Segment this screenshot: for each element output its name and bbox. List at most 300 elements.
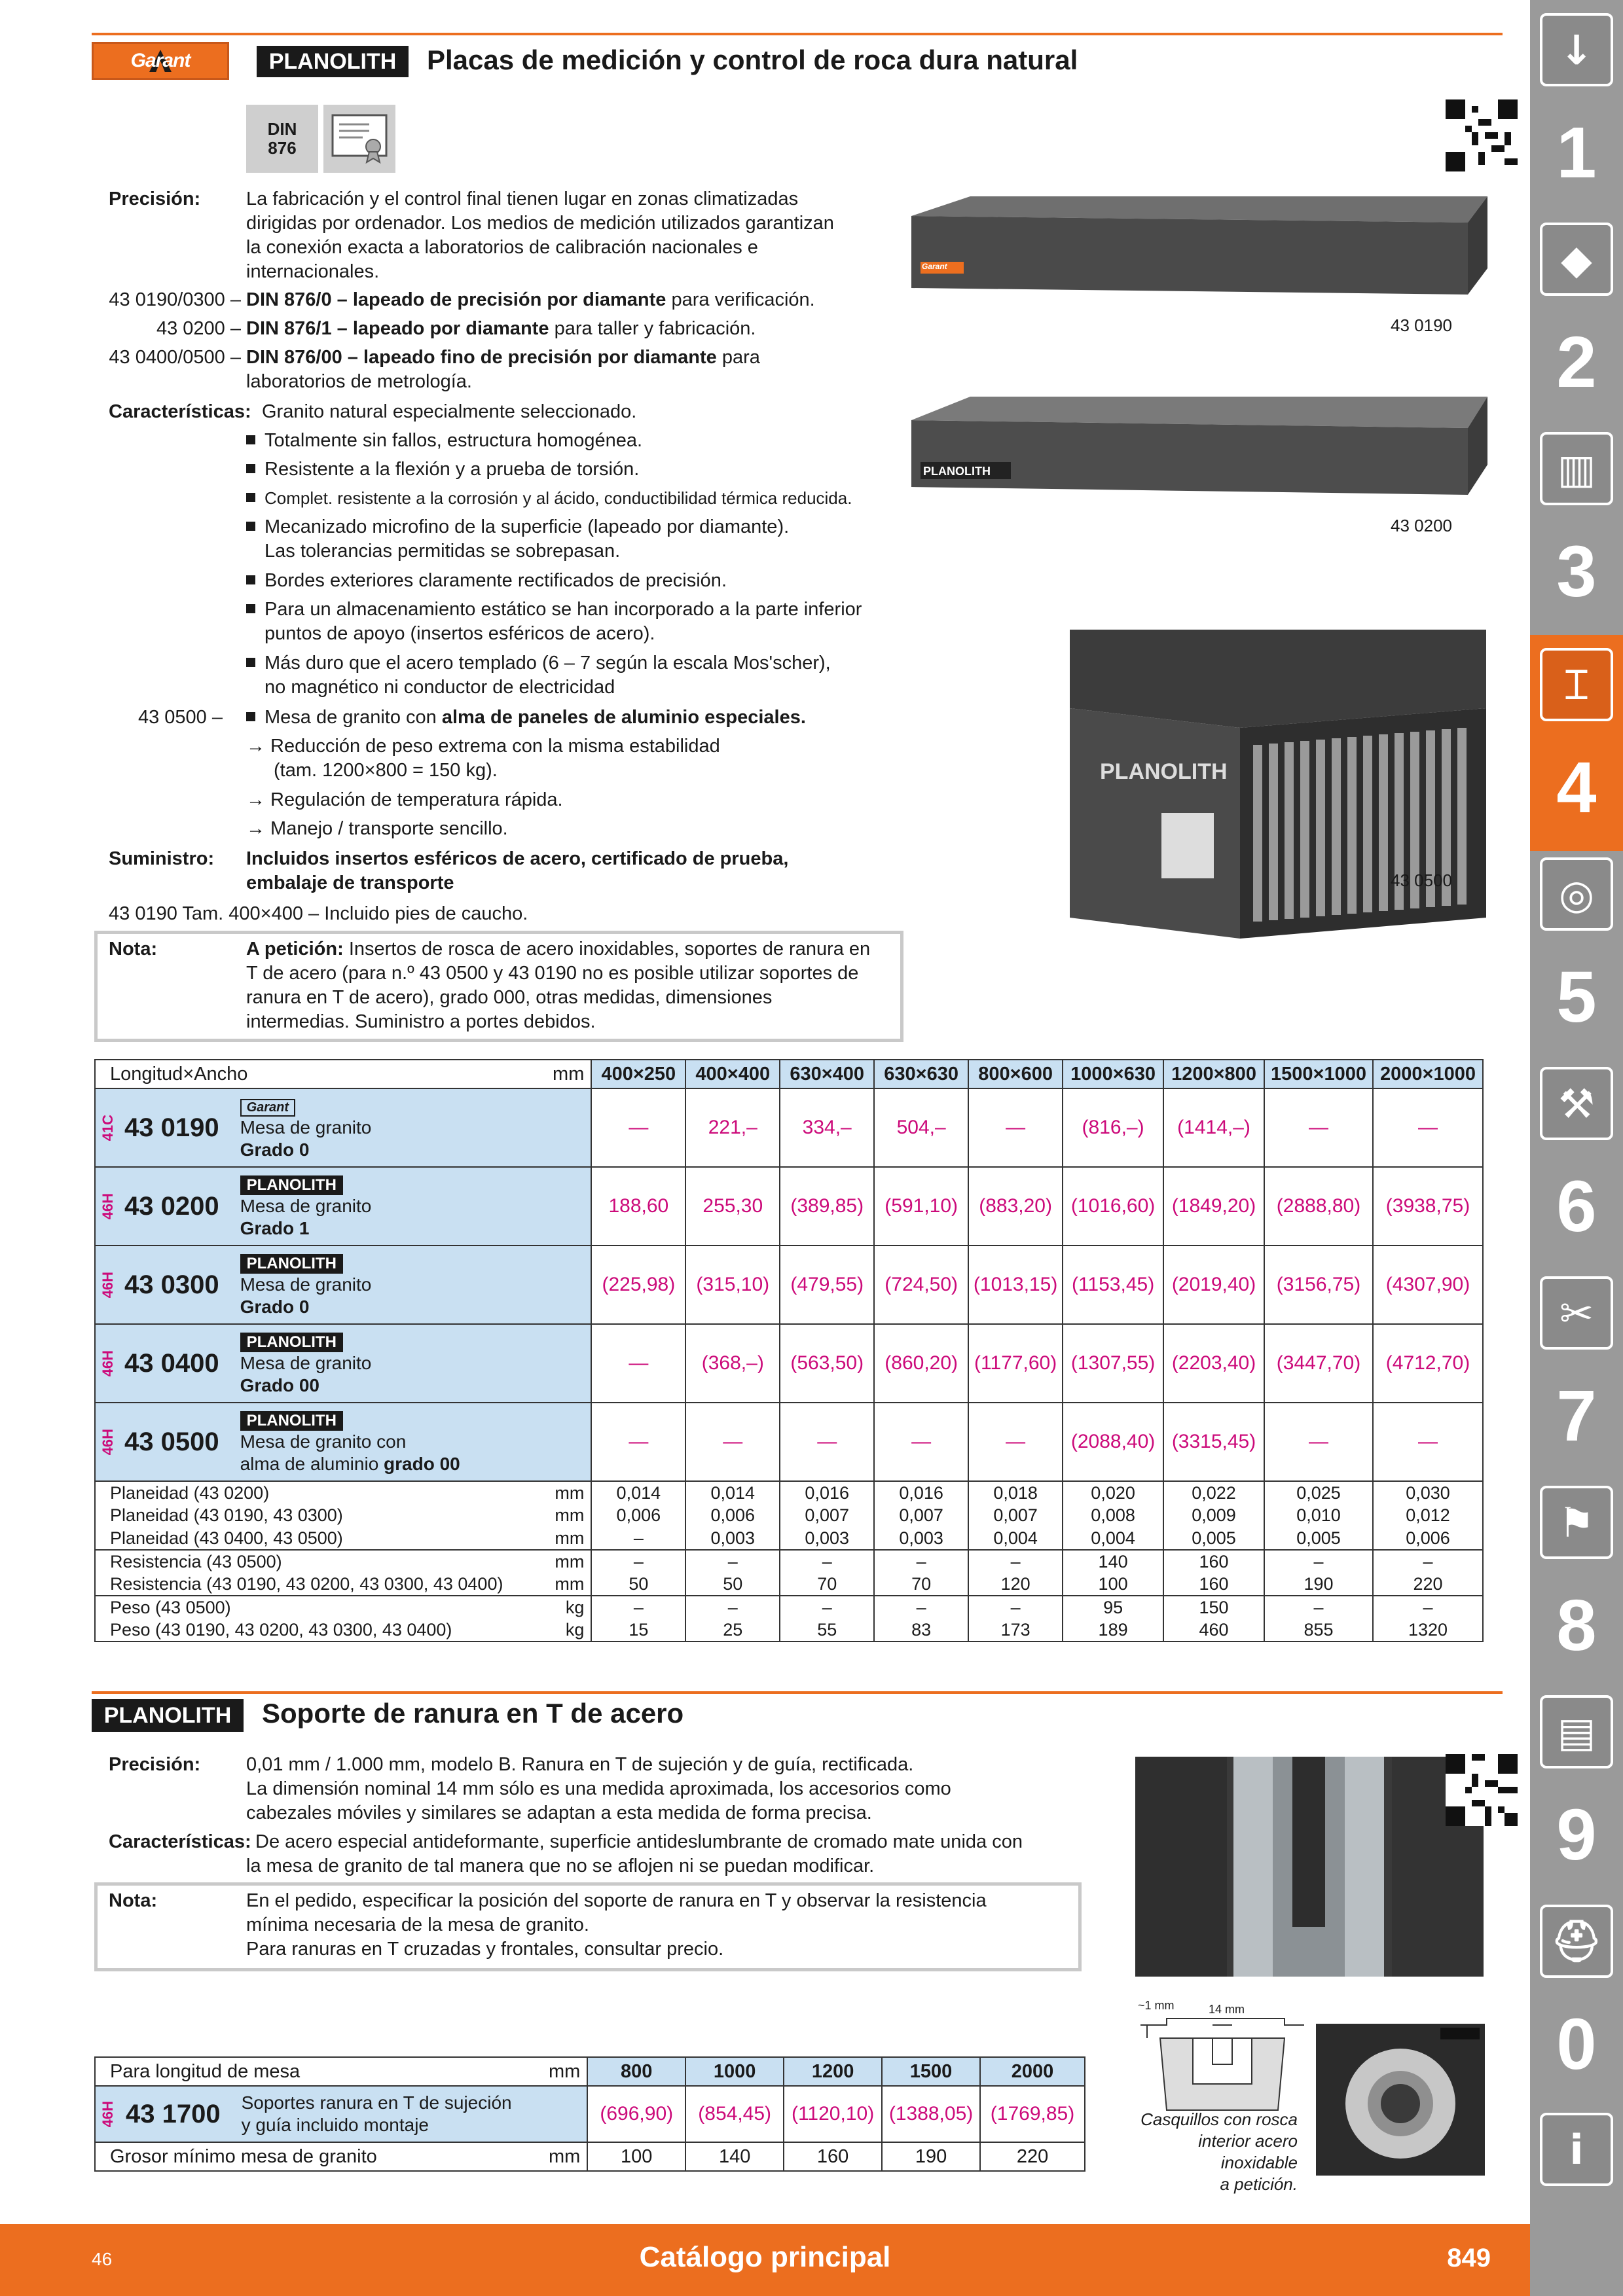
spec-label-cell (95, 1596, 591, 1619)
price-cell: (2019,40) (1163, 1246, 1264, 1324)
price-cell: (3315,45) (1163, 1403, 1264, 1481)
table-header-row (95, 2057, 1085, 2086)
spec-value: 1320 (1373, 1619, 1483, 1641)
product-cell (95, 1403, 591, 1481)
spec-label: Planeidad (43 0200) (110, 1482, 270, 1503)
note-line: ranura en T de acero), grado 000, otras medidas, dimensiones (246, 987, 773, 1008)
bushing-caption (1117, 2109, 1298, 2195)
note-line: T de acero (para n.º 43 0500 y 43 0190 no es posible utilizar soportes de (246, 963, 859, 984)
chapter-tab-6[interactable]: 6 (1556, 1166, 1597, 1247)
spec-value: 0,005 (1163, 1527, 1264, 1550)
spec-value: 0,009 (1163, 1504, 1264, 1527)
price-cell: (883,20) (968, 1167, 1063, 1246)
aluminium-point: → Manejo / transporte sencillo. (246, 818, 508, 839)
spec-value: 0,030 (1373, 1481, 1483, 1504)
spec-value: 140 (1063, 1550, 1163, 1573)
granite-plate-image-430190 (911, 196, 1487, 327)
spec-label: Resistencia (43 0190, 43 0200, 43 0300, 43 0400) (110, 1573, 503, 1594)
spec-value: 0,007 (874, 1504, 968, 1527)
price-cell: (2088,40) (1063, 1403, 1163, 1481)
price-cell: (1388,05) (882, 2086, 980, 2142)
price-cell: (1016,60) (1063, 1167, 1163, 1246)
t-slot-table (94, 2056, 1085, 2172)
note-line: intermedias. Suministro a portes debidos. (246, 1011, 596, 1032)
price-cell: (591,10) (874, 1167, 968, 1246)
tab-icon-glyph: i (1569, 2125, 1584, 2174)
note-line: En el pedido, especificar la posición del soporte de ranura en T y observar la resistencia (246, 1890, 987, 1911)
feature-item: Bordes exteriores claramente rectificados de precisión. (246, 569, 727, 593)
price-cell: — (1264, 1403, 1373, 1481)
top-rule (92, 33, 1503, 35)
spec-value: – (1264, 1550, 1373, 1573)
spec-label-cell (95, 1504, 591, 1527)
price-cell: (315,10) (685, 1246, 780, 1324)
precision-line: 0,01 mm / 1.000 mm, modelo B. Ranura en T de sujeción y de guía, rectificada. (246, 1754, 914, 1775)
price-cell: 255,30 (685, 1167, 780, 1246)
feature-item: Para un almacenamiento estático se han incorporado a la parte inferior (246, 598, 862, 622)
min-thickness-value: 220 (980, 2142, 1085, 2171)
spec-row (95, 1596, 1483, 1619)
price-cell: (4712,70) (1373, 1324, 1483, 1403)
grade-code: 43 0190/0300 – (109, 289, 241, 310)
spec-value: 15 (591, 1619, 685, 1641)
features-intro: Granito natural especialmente seleccionado. (262, 401, 637, 422)
price-cell: (389,85) (780, 1167, 874, 1246)
catalog-side-code: 46H (100, 1193, 116, 1220)
table-row (95, 1403, 1483, 1481)
product-code[interactable]: 43 0500 (124, 1427, 219, 1456)
garant-logo (92, 42, 229, 80)
precision-line: La fabricación y el control final tienen lugar en zonas climatizadas (246, 188, 799, 209)
desc-line: Mesa de granito (240, 1117, 372, 1138)
spec-label-cell (95, 1527, 591, 1550)
product-description (240, 1408, 460, 1475)
spec-label-cell (95, 1619, 591, 1641)
chapter-tab-9[interactable]: 9 (1556, 1795, 1597, 1875)
chapter-tab-1[interactable]: 1 (1556, 113, 1597, 193)
grade-rest: para taller y fabricación. (549, 318, 756, 339)
spec-unit: mm (555, 1551, 585, 1571)
tab-icon-glyph: ↓ (1559, 26, 1594, 74)
spec-value: 160 (1163, 1573, 1264, 1596)
tab-icon-glyph: ◎ (1558, 870, 1595, 918)
desc-line: Mesa de granito con (240, 1431, 407, 1452)
spec-value: 25 (685, 1619, 780, 1641)
footer (0, 2224, 1530, 2296)
spec-value: – (1373, 1550, 1483, 1573)
threaded-bushing-photo (1316, 2024, 1485, 2176)
note-text (246, 937, 898, 1034)
granite-plates-table (94, 1059, 1484, 1642)
catalog-side-code: 46H (100, 1350, 116, 1377)
spec-row (95, 1550, 1483, 1573)
desc-line: Soportes ranura en T de sujeción (241, 2092, 512, 2113)
spec-row (95, 1619, 1483, 1641)
desc-grade: Grado 00 (240, 1375, 319, 1395)
desc-line: Mesa de granito (240, 1274, 372, 1295)
precision-line: dirigidas por ordenador. Los medios de medición utilizados garantizan (246, 213, 834, 234)
chapter-tab-7[interactable]: 7 (1556, 1376, 1597, 1456)
price-cell: (3938,75) (1373, 1167, 1483, 1246)
product-cell (95, 2086, 587, 2142)
spec-unit: kg (565, 1619, 585, 1640)
spec-value: 0,003 (780, 1527, 874, 1550)
spec-row (95, 1481, 1483, 1504)
footer-page-left: 46 (92, 2249, 113, 2269)
note-line: Para ranuras en T cruzadas y frontales, consultar precio. (246, 1939, 724, 1960)
price-cell: 221,– (685, 1088, 780, 1167)
mini-planolith-logo: PLANOLITH (240, 1175, 343, 1195)
supply-note: 43 0190 Tam. 400×400 – Incluido pies de caucho. (109, 903, 528, 924)
desc-grade: grado 00 (384, 1454, 460, 1474)
desc-grade: Grado 0 (240, 1297, 310, 1317)
size-header: 630×400 (780, 1060, 874, 1088)
spec-value: 460 (1163, 1619, 1264, 1641)
note-text (246, 1889, 1071, 1962)
feature-item: Totalmente sin fallos, estructura homogénea. (246, 429, 642, 453)
caliper-icon[interactable] (1540, 648, 1613, 721)
note-line: Insertos de rosca de acero inoxidables, soportes de ranura en (343, 939, 871, 960)
price-cell: (225,98) (591, 1246, 685, 1324)
spec-value: 173 (968, 1619, 1063, 1641)
aluminium-bold: alma de paneles de aluminio especiales. (441, 707, 806, 728)
size-header: 1200×800 (1163, 1060, 1264, 1088)
product-code[interactable]: 43 0300 (124, 1270, 219, 1299)
spec-value: 0,016 (874, 1481, 968, 1504)
table-row (95, 1088, 1483, 1167)
price-cell: — (1373, 1403, 1483, 1481)
caption-line: Casquillos con rosca (1140, 2109, 1298, 2129)
product-description (240, 1251, 372, 1318)
din-badge-text: DIN 876 (267, 119, 297, 158)
spec-value: – (968, 1550, 1063, 1573)
spec-value: 50 (685, 1573, 780, 1596)
spec-label: Resistencia (43 0500) (110, 1551, 282, 1571)
grade-line (246, 288, 815, 312)
product-cell (95, 1167, 591, 1246)
spec-unit: kg (565, 1597, 585, 1617)
mini-planolith-logo: PLANOLITH (240, 1333, 343, 1352)
chapter-tab-2[interactable]: 2 (1556, 322, 1597, 403)
caption-line: interior acero inoxidable (1198, 2131, 1298, 2172)
image-logo: PLANOLITH (923, 465, 991, 478)
mini-planolith-logo: PLANOLITH (240, 1254, 343, 1274)
footer-page-right: 849 (1447, 2244, 1491, 2272)
grade-line-cont: laboratorios de metrología. (246, 371, 472, 392)
price-cell: 188,60 (591, 1167, 685, 1246)
section-title: Soporte de ranura en T de acero (262, 1698, 684, 1729)
spec-label-cell (95, 1573, 591, 1596)
table-row (95, 1324, 1483, 1403)
feature-item-cont: Las tolerancias permitidas se sobrepasan. (264, 541, 621, 562)
spec-label: Planeidad (43 0400, 43 0500) (110, 1528, 343, 1548)
length-header: 1200 (784, 2057, 882, 2086)
spec-value: 55 (780, 1619, 874, 1641)
spec-value: – (780, 1596, 874, 1619)
caption-line: a petición. (1220, 2174, 1298, 2194)
length-header: 2000 (980, 2057, 1085, 2086)
size-header: 1000×630 (1063, 1060, 1163, 1088)
min-thickness-value: 100 (587, 2142, 685, 2171)
planolith-logo-text: PLANOLITH (268, 48, 397, 74)
spec-value: 0,006 (591, 1504, 685, 1527)
spec-value: 189 (1063, 1619, 1163, 1641)
spec-row (95, 1527, 1483, 1550)
precision-text (246, 1753, 1097, 1825)
feature-item: Más duro que el acero templado (6 – 7 según la escala Mos'scher), (246, 651, 831, 675)
certificate-icon (323, 105, 395, 173)
product-description (240, 1173, 372, 1240)
spec-value: 0,004 (968, 1527, 1063, 1550)
length-label: Para longitud de mesa (110, 2060, 301, 2082)
desc-grade: Grado 1 (240, 1218, 310, 1238)
spec-row (95, 1573, 1483, 1596)
size-header: 800×600 (968, 1060, 1063, 1088)
price-cell: (1769,85) (980, 2086, 1085, 2142)
tab-icon-glyph: ⛑ (1550, 1917, 1603, 1965)
wrench-icon[interactable] (1540, 1067, 1613, 1140)
spec-value: 100 (1063, 1573, 1163, 1596)
price-cell: — (591, 1403, 685, 1481)
precision-label: Precisión: (109, 1754, 201, 1775)
price-cell: (3447,70) (1264, 1324, 1373, 1403)
qr-code-icon[interactable] (1446, 99, 1518, 171)
table-header-row (95, 1060, 1483, 1088)
drill-icon[interactable] (1540, 13, 1613, 86)
price-cell: — (591, 1324, 685, 1403)
spec-value: – (591, 1527, 685, 1550)
features-line: la mesa de granito de tal manera que no se aflojen ni se puedan modificar. (246, 1856, 875, 1876)
price-cell: — (591, 1088, 685, 1167)
chapter-tab-0[interactable]: 0 (1556, 2004, 1597, 2085)
spec-value: 0,018 (968, 1481, 1063, 1504)
product-description (240, 1330, 372, 1397)
section-rule (92, 1691, 1503, 1694)
price-cell: (1849,20) (1163, 1167, 1264, 1246)
planolith-logo (92, 1699, 244, 1732)
qr-code-icon[interactable] (1446, 1754, 1518, 1826)
footer-catalog-title: Catálogo principal (639, 2241, 891, 2273)
tab-icon-glyph: ⚒ (1558, 1079, 1595, 1128)
spec-value: 0,003 (874, 1527, 968, 1550)
planolith-logo-text: PLANOLITH (103, 1702, 232, 1728)
price-cell: (4307,90) (1373, 1246, 1483, 1324)
corner-unit: mm (553, 1063, 585, 1085)
price-cell: (816,–) (1063, 1088, 1163, 1167)
note-bold: A petición: (246, 939, 344, 960)
spec-value: 0,004 (1063, 1527, 1163, 1550)
image-caption: 43 0200 (1391, 516, 1452, 535)
price-cell: — (968, 1403, 1063, 1481)
product-description (242, 2092, 512, 2136)
spec-value: 50 (591, 1573, 685, 1596)
price-cell: 504,– (874, 1088, 968, 1167)
tab-icon-glyph: ▥ (1557, 444, 1596, 493)
price-cell: (1307,55) (1063, 1324, 1163, 1403)
tab-icon-glyph: ▤ (1557, 1708, 1596, 1756)
size-header: 2000×1000 (1373, 1060, 1483, 1088)
length-header: 1500 (882, 2057, 980, 2086)
spec-value: 0,025 (1264, 1481, 1373, 1504)
t-slot-cross-section-diagram (1134, 1999, 1311, 2123)
spec-value: 95 (1063, 1596, 1163, 1619)
spec-value: 0,008 (1063, 1504, 1163, 1527)
min-thickness-value: 160 (784, 2142, 882, 2171)
price-cell: (696,90) (587, 2086, 685, 2142)
spec-label-cell (95, 1550, 591, 1573)
diagram-dimension: 14 mm (1209, 2003, 1245, 2016)
safety-gear-icon[interactable] (1540, 1905, 1613, 1978)
spec-unit: mm (555, 1573, 585, 1594)
grinding-disc-icon[interactable] (1540, 857, 1613, 931)
planolith-logo (257, 46, 409, 77)
desc-line: y guía incluido montaje (241, 2115, 429, 2135)
aluminium-line (246, 706, 806, 730)
mini-garant-logo: Garant (240, 1099, 295, 1117)
spec-value: 70 (780, 1573, 874, 1596)
desc-line: Mesa de granito (240, 1353, 372, 1373)
aluminium-pre: Mesa de granito con (264, 707, 442, 728)
chapter-tab-5[interactable]: 5 (1556, 957, 1597, 1037)
spec-value: – (685, 1550, 780, 1573)
spec-value: 0,012 (1373, 1504, 1483, 1527)
supply-line: Incluidos insertos esféricos de acero, certificado de prueba, (246, 848, 789, 869)
corner-cell (95, 1060, 591, 1088)
spec-value: – (591, 1596, 685, 1619)
spec-row (95, 1504, 1483, 1527)
features-label: Características: (109, 401, 251, 422)
catalog-side-code: 46H (100, 1428, 116, 1456)
product-description (240, 1094, 372, 1161)
spec-label-cell (95, 1481, 591, 1504)
aluminium-point: → Regulación de temperatura rápida. (246, 789, 563, 810)
desc-line: Mesa de granito (240, 1196, 372, 1216)
grade-bold: DIN 876/1 – lapeado por diamante (246, 318, 549, 339)
t-slot-photo (1135, 1757, 1484, 1977)
insert-icon[interactable] (1540, 223, 1613, 296)
catalog-side-code: 46H (100, 2100, 116, 2128)
spec-value: 0,020 (1063, 1481, 1163, 1504)
supply-line: embalaje de transporte (246, 872, 454, 893)
feature-item-cont: puntos de apoyo (insertos esféricos de acero). (264, 623, 655, 644)
grade-line (246, 317, 756, 341)
catalog-side-code: 46H (100, 1271, 116, 1299)
spec-value: 0,006 (1373, 1527, 1483, 1550)
spec-value: – (968, 1596, 1063, 1619)
grade-code: 43 0400/0500 – (109, 347, 241, 368)
spec-value: 0,016 (780, 1481, 874, 1504)
product-code[interactable]: 43 0190 (124, 1113, 219, 1142)
spec-value: 70 (874, 1573, 968, 1596)
spec-value: 0,007 (780, 1504, 874, 1527)
size-header: 1500×1000 (1264, 1060, 1373, 1088)
min-thickness-label: Grosor mínimo mesa de granito (110, 2145, 377, 2167)
spec-value: 160 (1163, 1550, 1264, 1573)
grade-code: 43 0200 – (156, 318, 241, 339)
pliers-icon[interactable] (1540, 1276, 1613, 1350)
feature-item: Resistente a la flexión y a prueba de torsión. (246, 457, 639, 482)
chuck-icon[interactable] (1540, 432, 1613, 505)
table-row (95, 1246, 1483, 1324)
cabinet-icon[interactable] (1540, 1695, 1613, 1768)
product-code[interactable]: 43 0200 (124, 1191, 219, 1221)
price-cell: — (685, 1403, 780, 1481)
price-cell: — (1264, 1088, 1373, 1167)
corner-label: Longitud×Ancho (110, 1063, 248, 1085)
chapter-tab-4[interactable]: 4 (1556, 747, 1597, 828)
price-cell: (1177,60) (968, 1324, 1063, 1403)
supply-text (246, 847, 788, 895)
spec-value: 0,010 (1264, 1504, 1373, 1527)
product-code[interactable]: 43 0400 (124, 1348, 219, 1378)
table-row (95, 1167, 1483, 1246)
min-thickness-value: 190 (882, 2142, 980, 2171)
tab-icon-glyph: ✂ (1559, 1289, 1594, 1337)
tab-icon-glyph: ◆ (1561, 235, 1592, 283)
size-header: 630×630 (874, 1060, 968, 1088)
grade-rest: para (716, 347, 760, 368)
catalog-side-code: 41C (100, 1114, 116, 1141)
spec-value: – (780, 1550, 874, 1573)
grade-line (246, 346, 760, 370)
precision-line: la conexión exacta a laboratorios de calibración nacionales e (246, 237, 758, 258)
price-cell: (1013,15) (968, 1246, 1063, 1324)
info-icon[interactable] (1540, 2113, 1613, 2186)
granite-plate-image-430200 (911, 397, 1487, 508)
length-header: 800 (587, 2057, 685, 2086)
spec-value: 190 (1264, 1573, 1373, 1596)
spec-value: – (685, 1596, 780, 1619)
spec-value: 0,007 (968, 1504, 1063, 1527)
desc-grade: Grado 0 (240, 1139, 310, 1160)
spec-label: Planeidad (43 0190, 43 0300) (110, 1505, 343, 1525)
tab-icon-glyph: ⚑ (1558, 1498, 1595, 1547)
features-text (246, 1830, 1120, 1878)
product-code[interactable]: 43 1700 (126, 2099, 221, 2128)
spec-value: – (1264, 1596, 1373, 1619)
product-cell (95, 1324, 591, 1403)
spec-unit: mm (555, 1505, 585, 1525)
note-label: Nota: (109, 1890, 158, 1911)
spec-value: – (874, 1596, 968, 1619)
chapter-tab-3[interactable]: 3 (1556, 531, 1597, 612)
image-caption: 43 0500 (1391, 870, 1452, 890)
length-label-cell (95, 2057, 587, 2086)
precision-line: La dimensión nominal 14 mm sólo es una medida aproximada, los accesorios como (246, 1778, 951, 1799)
chapter-tab-8[interactable]: 8 (1556, 1585, 1597, 1666)
precision-text (246, 187, 875, 284)
price-cell: (3156,75) (1264, 1246, 1373, 1324)
spec-label: Peso (43 0500) (110, 1597, 231, 1617)
min-thickness-value: 140 (685, 2142, 784, 2171)
spec-value: 120 (968, 1573, 1063, 1596)
mini-planolith-logo: PLANOLITH (240, 1411, 343, 1431)
min-thickness-unit: mm (548, 2145, 581, 2167)
price-cell: — (780, 1403, 874, 1481)
spec-value: 0,005 (1264, 1527, 1373, 1550)
workshop-tools-icon[interactable] (1540, 1486, 1613, 1559)
price-cell: — (968, 1088, 1063, 1167)
price-cell: 334,– (780, 1088, 874, 1167)
feature-item-cont: no magnético ni conductor de electricidad (264, 677, 615, 698)
table-row (95, 2142, 1085, 2171)
product-cell (95, 1246, 591, 1324)
price-cell: (1153,45) (1063, 1246, 1163, 1324)
length-unit: mm (548, 2060, 581, 2082)
price-cell: (479,55) (780, 1246, 874, 1324)
garant-logo-text: Garant (130, 50, 191, 71)
size-header: 400×400 (685, 1060, 780, 1088)
